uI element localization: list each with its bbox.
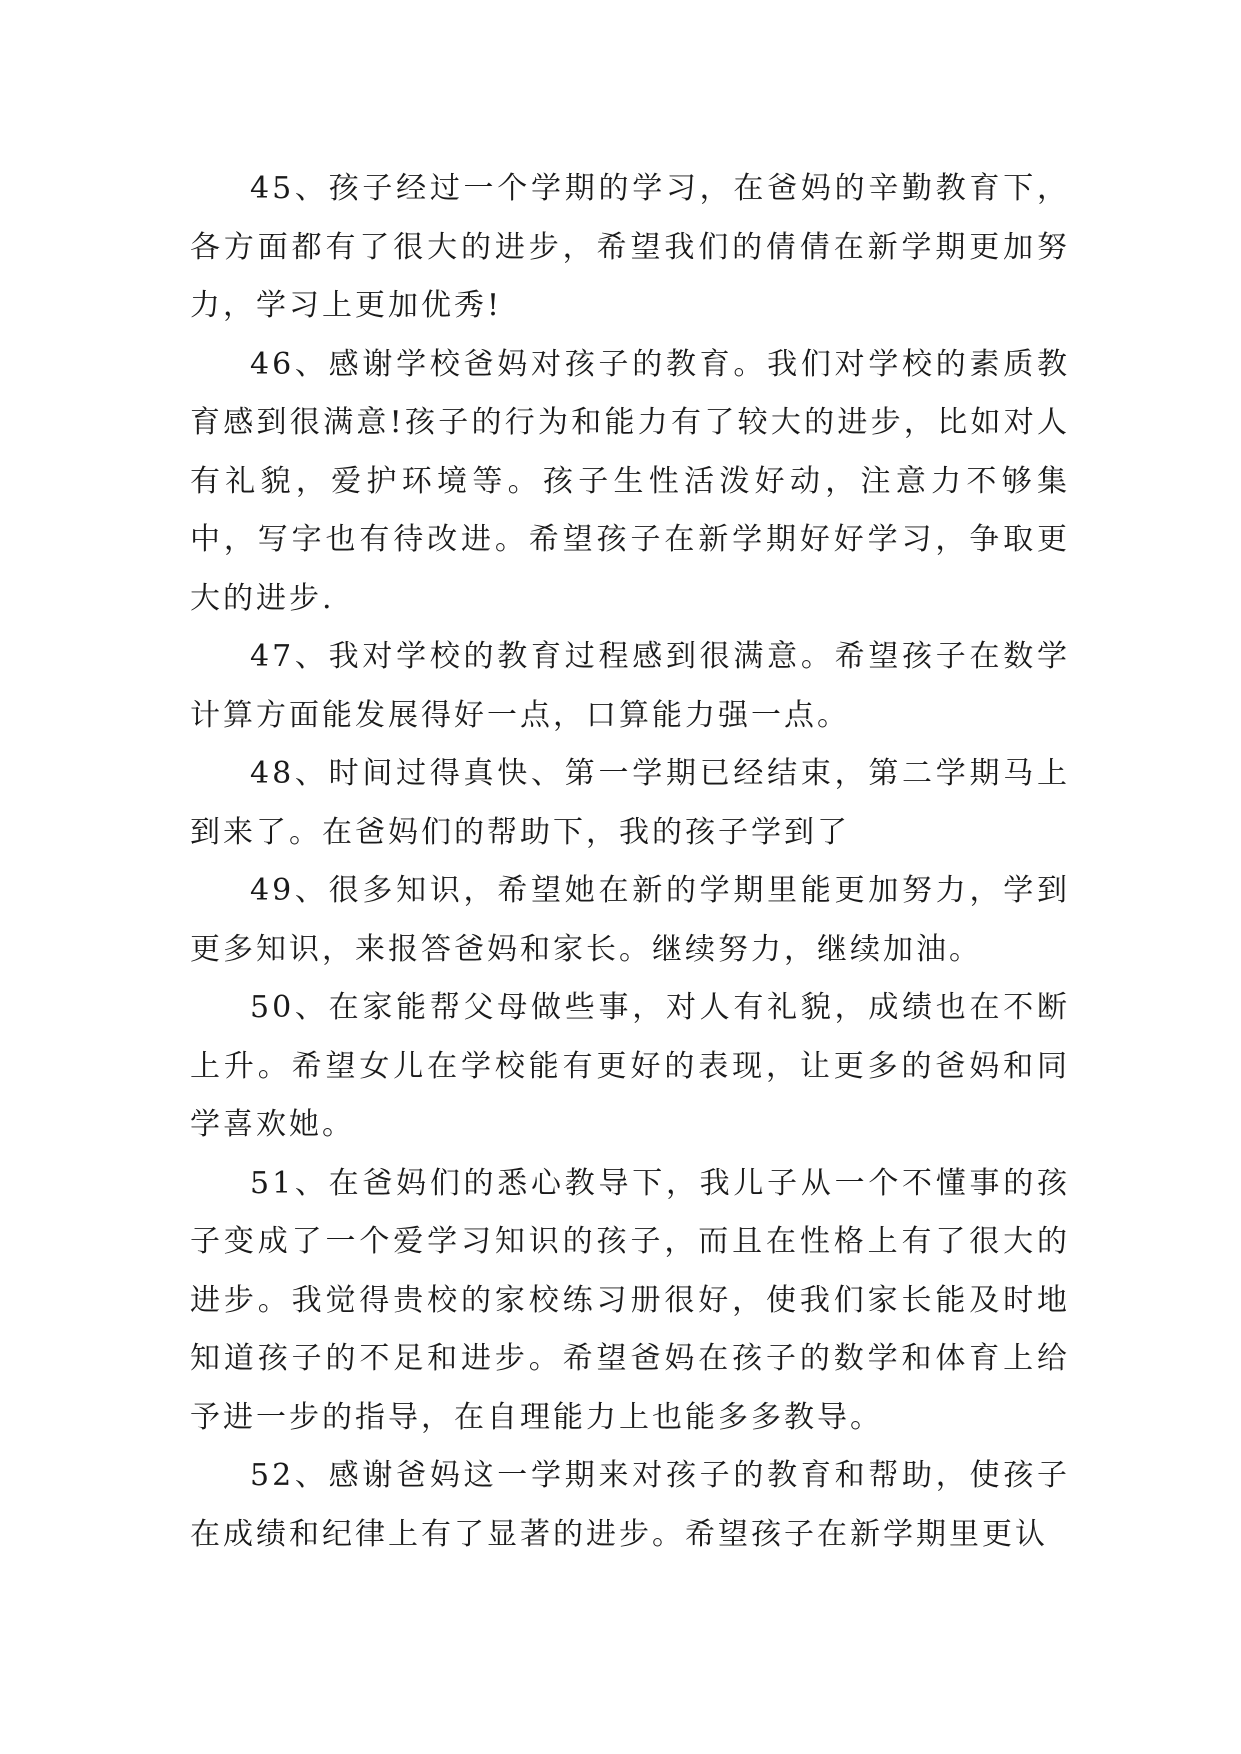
paragraph-46: 46、感谢学校爸妈对孩子的教育。我们对学校的素质教育感到很满意!孩子的行为和能力有了较大的进步，比如对人有礼貌，爱护环境等。孩子生性活泼好动，注意力不够集中，写字也有待改进。希望孩子在新学期好好学习，争取更大的进步. <box>190 346 1070 616</box>
paragraph-47: 47、我对学校的教育过程感到很满意。希望孩子在数学计算方面能发展得好一点，口算能力强一点。 <box>190 639 1070 733</box>
paragraph-45: 45、孩子经过一个学期的学习，在爸妈的辛勤教育下，各方面都有了很大的进步，希望我们的倩倩在新学期更加努力，学习上更加优秀! <box>190 171 1070 323</box>
paragraph-52: 52、感谢爸妈这一学期来对孩子的教育和帮助，使孩子在成绩和纪律上有了显著的进步。希望孩子在新学期里更认 <box>190 1458 1070 1552</box>
paragraph-49: 49、很多知识，希望她在新的学期里能更加努力，学到更多知识，来报答爸妈和家长。继续努力，继续加油。 <box>190 873 1070 967</box>
paragraph-50: 50、在家能帮父母做些事，对人有礼貌，成绩也在不断上升。希望女儿在学校能有更好的表现，让更多的爸妈和同学喜欢她。 <box>190 990 1070 1142</box>
paragraph-51: 51、在爸妈们的悉心教导下，我儿子从一个不懂事的孩子变成了一个爱学习知识的孩子，而且在性格上有了很大的进步。我觉得贵校的家校练习册很好，使我们家长能及时地知道孩子的不足和进步。希望爸妈在孩子的数学和体育上给予进一步的指导，在自理能力上也能多多教导。 <box>190 1165 1070 1435</box>
paragraph-48: 48、时间过得真快、第一学期已经结束，第二学期马上到来了。在爸妈们的帮助下，我的孩子学到了 <box>190 756 1070 850</box>
document-body <box>190 160 1070 1564</box>
